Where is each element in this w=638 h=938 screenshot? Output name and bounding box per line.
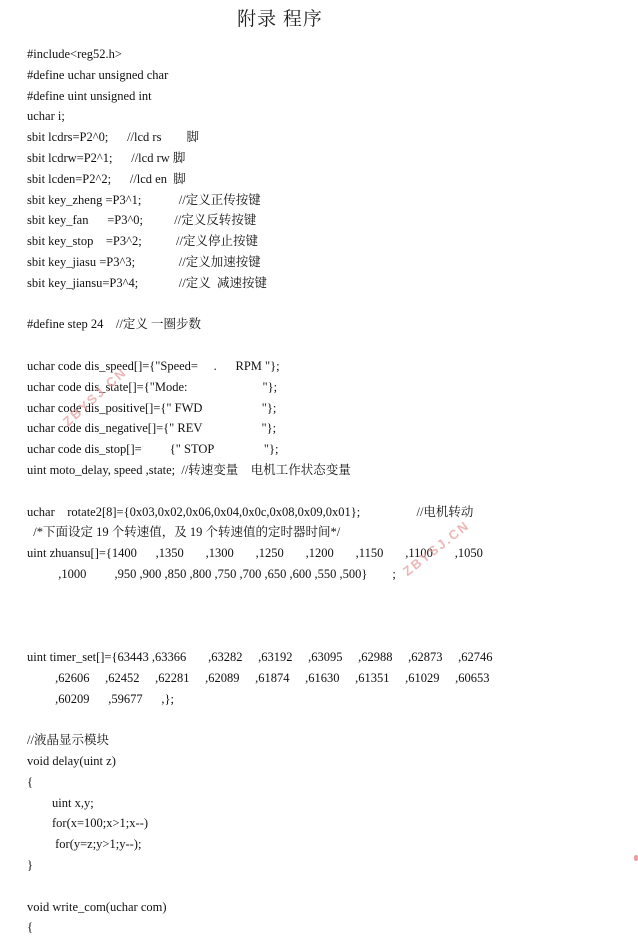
code-line: uchar rotate2[8]={0x03,0x02,0x06,0x04,0x0c,0x08,0x09,0x01}; //电机转动 xyxy=(27,504,474,519)
watermark-2: ZBYSJ.CN xyxy=(400,517,473,579)
watermark-1: ZBYSJ.CN xyxy=(60,364,130,430)
code-line: uint x,y; xyxy=(27,795,94,810)
code-line xyxy=(27,585,492,606)
code-line: sbit key_fan =P3^0; //定义反转按键 xyxy=(27,213,257,228)
code-line: { xyxy=(27,774,33,789)
code-line: { xyxy=(27,920,33,935)
code-line: /*下面设定 19 个转速值，及 19 个转速值的定时器时间*/ xyxy=(27,525,341,540)
code-line: for(x=100;x>1;x--) xyxy=(27,816,149,831)
code-line: uchar code dis_state[]={"Mode: "}; xyxy=(27,379,278,394)
code-line: void write_com(uchar com) xyxy=(27,899,167,914)
code-line xyxy=(27,606,492,627)
code-line: void delay(uint z) xyxy=(27,754,116,769)
code-line xyxy=(27,481,492,502)
code-line: uchar code dis_speed[]={"Speed= . RPM "}; xyxy=(27,358,280,373)
code-line: sbit key_jiasu =P3^3; //定义加速按键 xyxy=(27,254,261,269)
code-line: #define uchar unsigned char xyxy=(27,67,169,82)
code-line: for(y=z;y>1;y--); xyxy=(27,837,142,852)
page-title: 附录 程序 xyxy=(237,9,323,30)
code-line: sbit lcdrs=P2^0; //lcd rs 脚 xyxy=(27,130,199,145)
code-line: #define step 24 //定义 一圈步数 xyxy=(27,317,201,332)
code-line: uchar code dis_negative[]={" REV "}; xyxy=(27,421,277,436)
code-line: uint timer_set[]={63443 ,63366 ,63282 ,63192 ,63095 ,62988 ,62873 ,62746 xyxy=(27,650,493,665)
code-line: ,1000 ,950 ,900 ,850 ,800 ,750 ,700 ,650 ,600 ,550 ,500} ; xyxy=(27,566,396,581)
code-line: uint moto_delay, speed ,state; //转速变量 电机工作状态变量 xyxy=(27,462,351,477)
code-line: sbit key_zheng =P3^1; //定义正传按键 xyxy=(27,192,261,207)
code-line xyxy=(27,710,492,731)
code-line: ,60209 ,59677 ,}; xyxy=(27,691,174,706)
code-line xyxy=(27,626,492,647)
code-line xyxy=(27,876,492,897)
code-line: #include<reg52.h> xyxy=(27,47,122,61)
code-line: sbit lcdrw=P2^1; //lcd rw 脚 xyxy=(27,150,186,165)
code-line: sbit lcden=P2^2; //lcd en 脚 xyxy=(27,171,186,186)
code-line: sbit key_jiansu=P3^4; //定义 减速按键 xyxy=(27,275,268,290)
code-line: sbit key_stop =P3^2; //定义停止按键 xyxy=(27,234,258,249)
code-line xyxy=(27,294,492,315)
code-line xyxy=(27,335,492,356)
code-line: //液晶显示模块 xyxy=(27,733,109,748)
code-listing xyxy=(27,44,492,938)
edge-mark xyxy=(634,855,638,861)
code-line: #define uint unsigned int xyxy=(27,88,152,103)
code-line: } xyxy=(27,858,33,873)
code-line: uchar code dis_stop[]= {" STOP "}; xyxy=(27,442,279,457)
code-line: uchar code dis_positive[]={" FWD "}; xyxy=(27,400,277,415)
code-line: uchar i; xyxy=(27,109,65,124)
code-line: ,62606 ,62452 ,62281 ,62089 ,61874 ,61630 ,61351 ,61029 ,60653 xyxy=(27,670,490,685)
code-line: uint zhuansu[]={1400 ,1350 ,1300 ,1250 ,1200 ,1150 ,1100 ,1050 xyxy=(27,546,483,561)
